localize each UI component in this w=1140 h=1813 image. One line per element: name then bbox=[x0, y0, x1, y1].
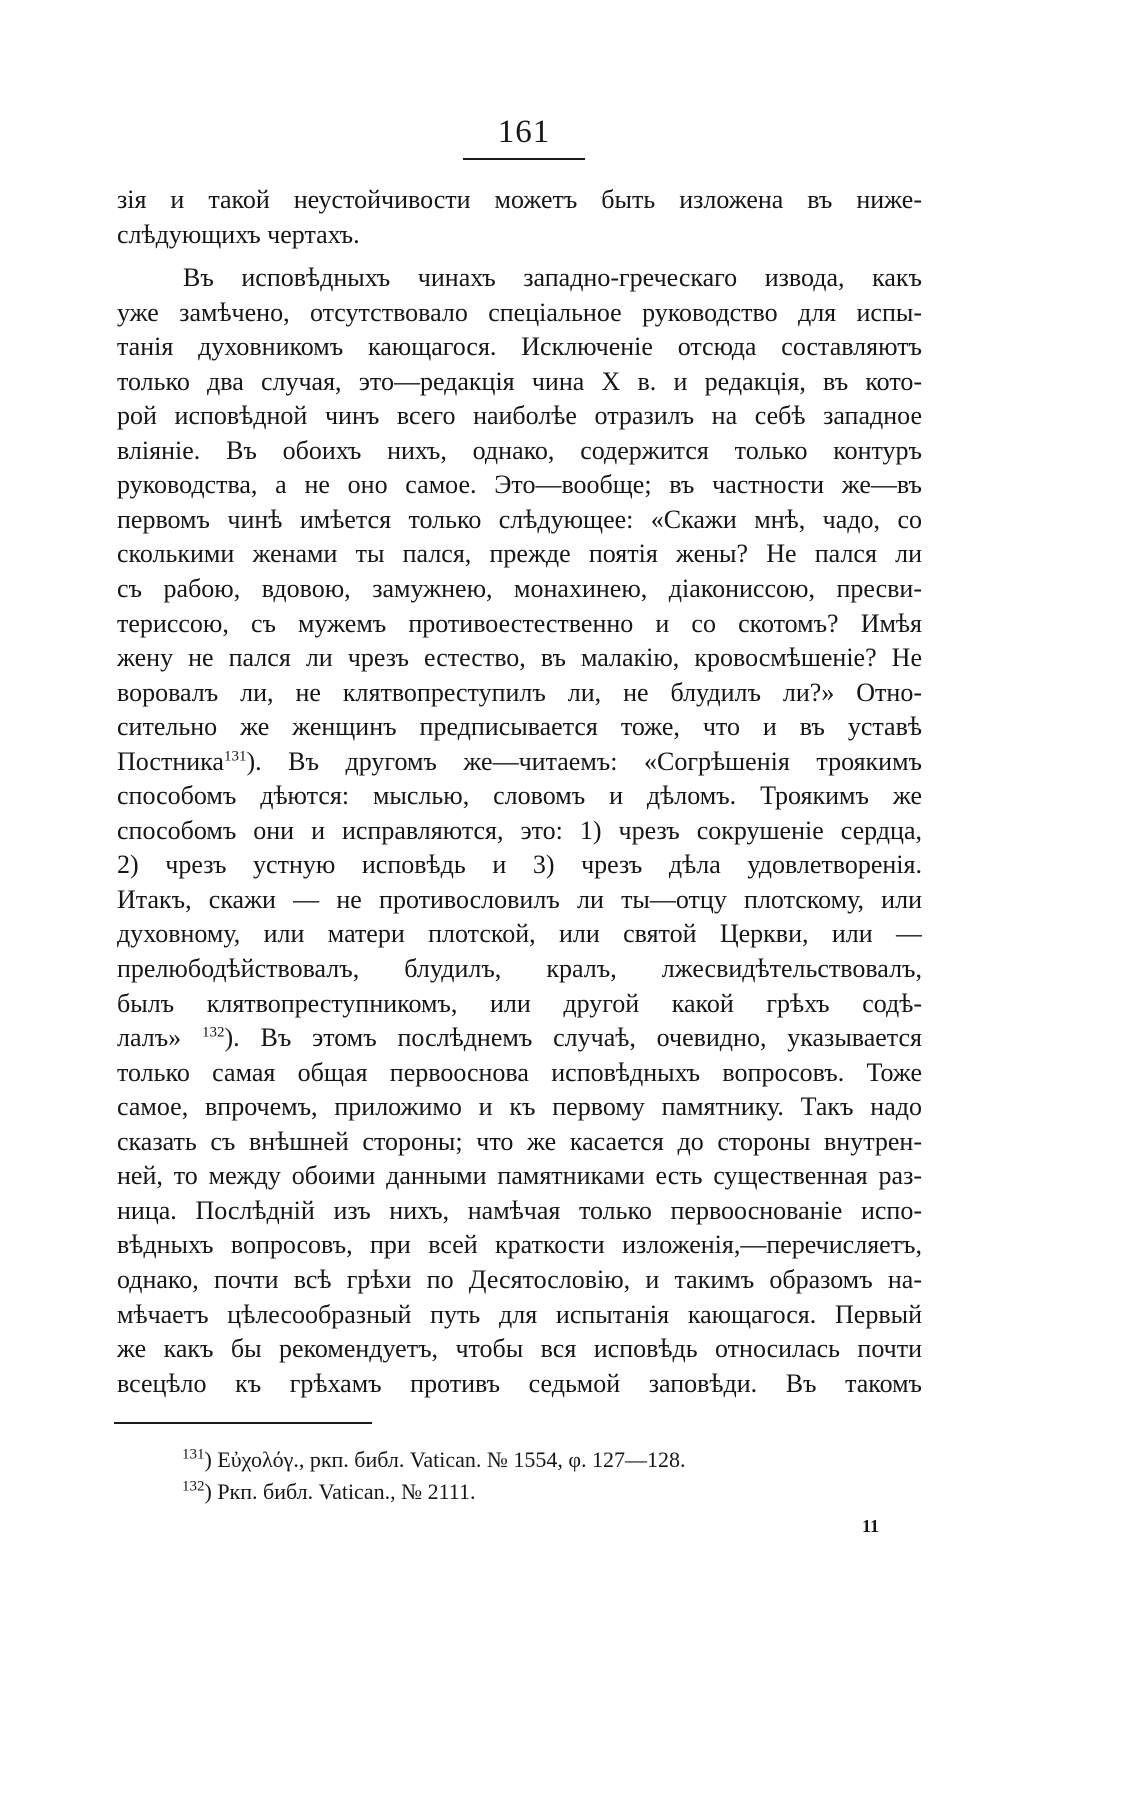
footnote-mark: 131 bbox=[182, 1446, 205, 1463]
text-fragment: лалъ» bbox=[117, 1023, 182, 1053]
text-line: прелюбодѣйствовалъ, блудилъ, кралъ, лжесвидѣтельствовалъ, bbox=[117, 954, 922, 984]
footnote-mark: 132 bbox=[182, 1478, 205, 1495]
text-fragment: Постника bbox=[117, 746, 224, 776]
text-line: воровалъ ли, не клятвопреступилъ ли, не блудилъ ли?» Отно- bbox=[117, 677, 922, 707]
text-line: съ рабою, вдовою, замужнею, монахинею, діакониссою, пресви- bbox=[117, 574, 922, 604]
text-line bbox=[117, 745, 922, 780]
text-line: вліяніе. Въ обоихъ нихъ, однако, содержится только контуръ bbox=[117, 435, 922, 465]
text-line: жену не пался ли чрезъ естество, въ малакію, кровосмѣшеніе? Не bbox=[117, 643, 922, 673]
text-line: духовному, или матери плотской, или святой Церкви, или — bbox=[117, 919, 922, 949]
text-line: только два случая, это—редакція чина X в. и редакція, въ кото- bbox=[117, 366, 922, 396]
text-line: былъ клятвопреступникомъ, или другой какой грѣхъ содѣ- bbox=[117, 988, 922, 1018]
text-line: способомъ дѣются: мыслью, словомъ и дѣломъ. Троякимъ же bbox=[117, 781, 922, 811]
footnote-131 bbox=[182, 1444, 902, 1476]
text-line: только самая общая первооснова исповѣдныхъ вопросовъ. Тоже bbox=[117, 1057, 922, 1087]
main-text bbox=[117, 183, 922, 1401]
text-line: вѣдныхъ вопросовъ, при всей краткости изложенія,—перечисляетъ, bbox=[117, 1230, 922, 1260]
text-line: ница. Послѣдній изъ нихъ, намѣчая только первооснованіе испо- bbox=[117, 1195, 922, 1225]
footnote-ref-132[interactable]: 132 bbox=[202, 1024, 225, 1041]
text-line: же какъ бы рекомендуетъ, чтобы вся исповѣдь относилась почти bbox=[117, 1334, 922, 1364]
text-line: сительно же женщинъ предписывается тоже, что и въ уставѣ bbox=[117, 712, 922, 742]
signature-mark: 11 bbox=[862, 1516, 880, 1536]
text-fragment: ). Въ этомъ послѣднемъ случаѣ, очевидно, указывается bbox=[224, 1023, 922, 1053]
text-line: однако, почти всѣ грѣхи по Десятословію, и такимъ образомъ на- bbox=[117, 1264, 922, 1294]
text-line: танія духовникомъ кающагося. Исключеніе отсюда составляютъ bbox=[117, 332, 922, 362]
text-fragment: ). Въ другомъ же—читаемъ: «Согрѣшенія троякимъ bbox=[246, 746, 922, 776]
text-line: всецѣло къ грѣхамъ противъ седьмой заповѣди. Въ такомъ bbox=[117, 1368, 922, 1398]
footnote-separator bbox=[114, 1422, 372, 1424]
text-line: 2) чрезъ устную исповѣдь и 3) чрезъ дѣла удовлетворенія. bbox=[117, 850, 922, 880]
text-line: рой исповѣдной чинъ всего наиболѣе отразилъ на себѣ западное bbox=[117, 401, 922, 431]
text-line: первомъ чинѣ имѣется только слѣдующее: «Скажи мнѣ, чадо, со bbox=[117, 504, 922, 534]
footnote-ref-131[interactable]: 131 bbox=[223, 748, 247, 765]
text-line: сказать съ внѣшней стороны; что же касается до стороны внутрен- bbox=[117, 1126, 922, 1156]
text-line: способомъ они и исправляются, это: 1) чрезъ сокрушеніе сердца, bbox=[117, 815, 922, 845]
footnote-132 bbox=[182, 1476, 902, 1508]
page-number: 161 bbox=[497, 114, 551, 150]
text-line: ней, то между обоими данными памятниками есть существенная раз- bbox=[117, 1161, 922, 1191]
footnote-text: ) Ркп. библ. Vatican., № 2111. bbox=[204, 1479, 476, 1504]
footnote-text: ) Εὐχολόγ., ркп. библ. Vatican. № 1554, φ. 127—128. bbox=[204, 1447, 686, 1472]
text-line: мѣчаетъ цѣлесообразный путь для испытанія кающагося. Первый bbox=[117, 1299, 922, 1329]
footnotes bbox=[182, 1444, 902, 1508]
text-line: Итакъ, скажи — не противословилъ ли ты—отцу плотскому, или bbox=[117, 884, 922, 914]
text-line: уже замѣчено, отсутствовало спеціальное руководство для испы- bbox=[117, 297, 922, 327]
text-line: сколькими женами ты пался, прежде поятія жены? Не пался ли bbox=[117, 539, 922, 569]
text-line: зія и такой неустойчивости можетъ быть изложена въ ниже- bbox=[117, 185, 922, 214]
page-number-rule bbox=[463, 158, 585, 160]
text-line: териссою, съ мужемъ противоестественно и со скотомъ? Имѣя bbox=[117, 608, 922, 638]
text-line bbox=[117, 1021, 922, 1056]
text-line: самое, впрочемъ, приложимо и къ первому памятнику. Такъ надо bbox=[117, 1092, 922, 1122]
text-line: руководства, а не оно самое. Это—вообще; въ частности же—въ bbox=[117, 470, 922, 500]
text-line: слѣдующихъ чертахъ. bbox=[117, 219, 360, 249]
text-line: Въ исповѣдныхъ чинахъ западно-греческаго извода, какъ bbox=[183, 263, 922, 293]
